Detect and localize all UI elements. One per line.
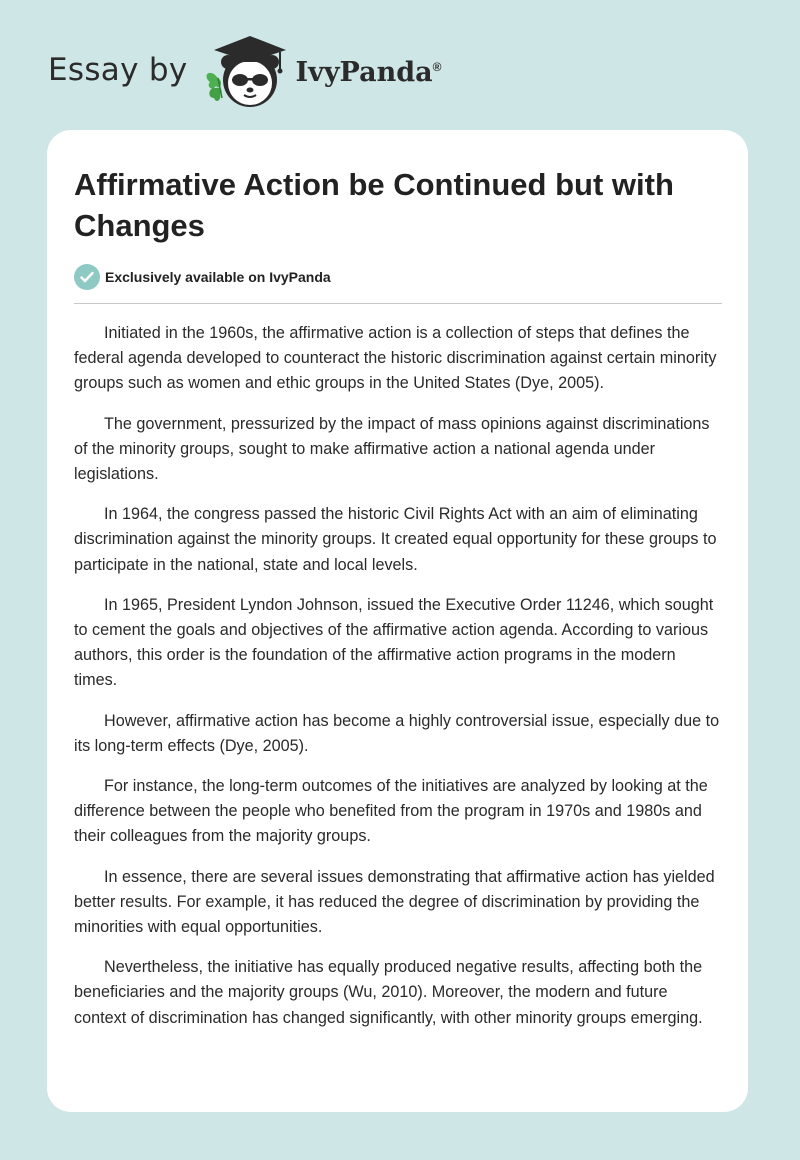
brand-name [296,57,442,88]
essay-title: Affirmative Action be Continued but with Changes [74,167,674,243]
paragraph: The government, pressurized by the impact of mass opinions against discriminations of the minority groups, sought to make affirmative action a national agenda under legislations. [74,414,710,484]
paragraph: However, affirmative action has become a highly controversial issue, especially due to its long-term effects (Dye, 2005). [74,711,720,755]
paragraph: In essence, there are several issues demonstrating that affirmative action has yielded better results. For example, it has reduced the degree of discrimination by providing the minorities with equal opportunities. [74,867,715,937]
paragraph: Initiated in the 1960s, the affirmative action is a collection of steps that defines the federal agenda developed to counteract the historic discrimination against certain minority groups such as women and ethic groups in the United States (Dye, 2005). [74,324,717,393]
site-brand[interactable] [48,28,441,112]
brand-prefix: Essay by [48,52,188,88]
paragraph: Nevertheless, the initiative has equally produced negative results, affecting both the beneficiaries and the majority groups (Wu, 2010). Moreover, the modern and future context of discrimination has changed significantly, with other minority groups emerging. [74,958,703,1027]
exclusive-badge [74,264,722,304]
paragraph: In 1964, the congress passed the historic Civil Rights Act with an aim of eliminating discrimination against the minority groups. It created equal opportunity for these groups to participate in the national, state and local levels. [74,505,717,574]
brand-name-text: IvyPanda [295,56,433,88]
check-circle-icon [74,264,100,290]
registered-mark: ® [432,59,442,74]
paragraph: In 1965, President Lyndon Johnson, issued the Executive Order 11246, which sought to cement the goals and objectives of the affirmative action agenda. According to various authors, this order is the foundation of the affirmative action programs in the modern times. [74,595,714,690]
exclusive-badge-label: Exclusively available on IvyPanda [105,269,331,285]
panda-logo-icon [200,28,292,112]
essay-body [74,321,722,1031]
paragraph: For instance, the long-term outcomes of the initiatives are analyzed by looking at the difference between the people who benefited from the program in 1970s and 1980s and their colleagues from the majority groups. [74,777,708,846]
essay-card [47,130,748,1112]
